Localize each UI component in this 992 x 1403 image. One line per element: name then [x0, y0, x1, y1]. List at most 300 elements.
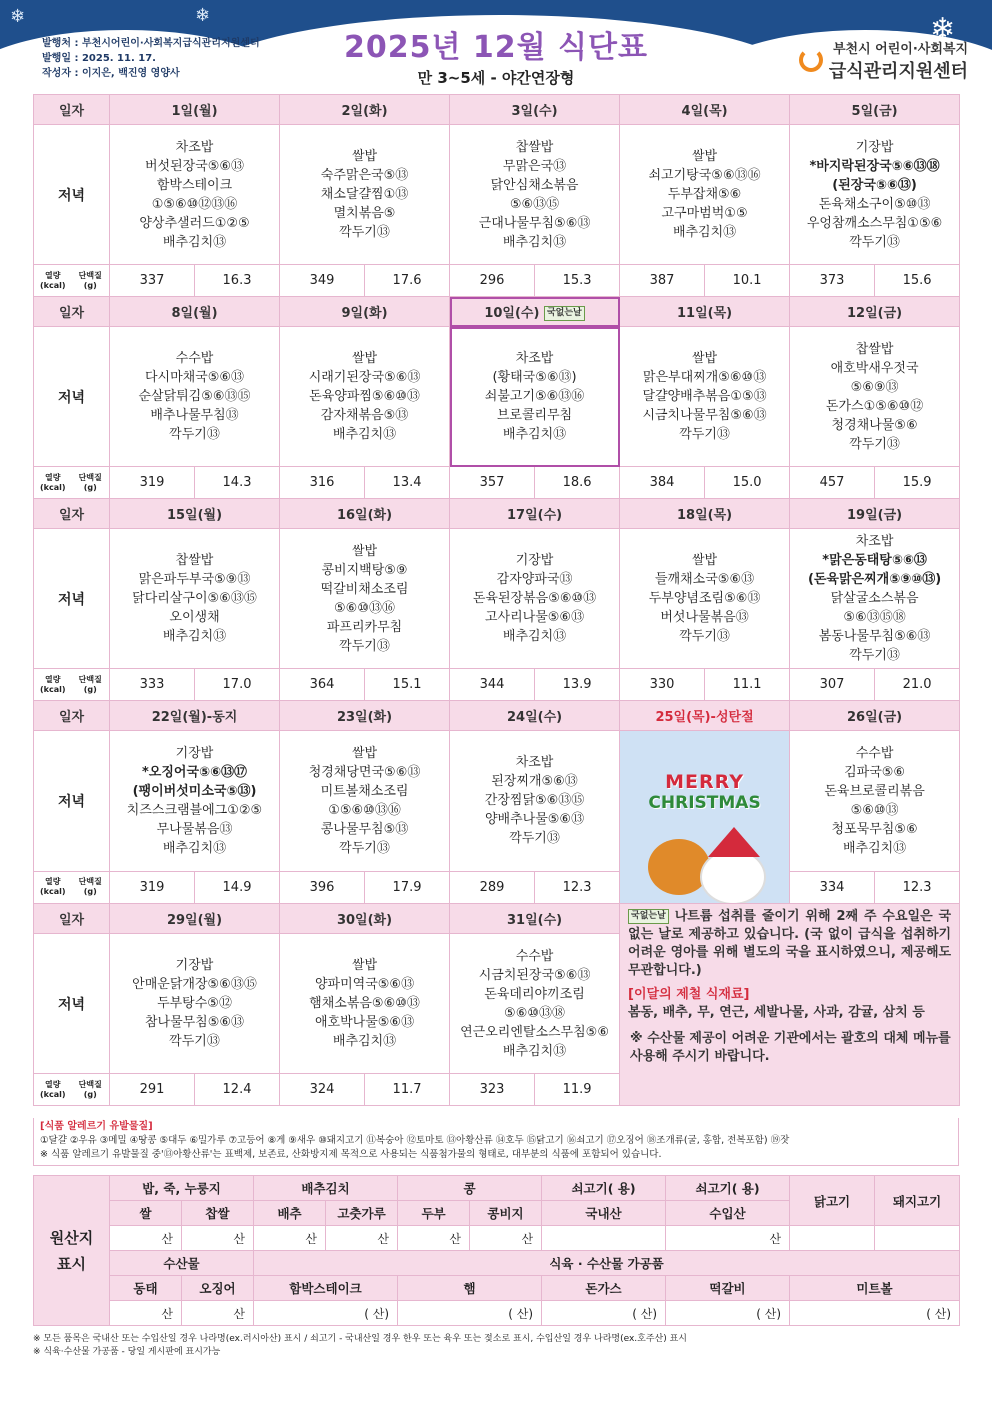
origin-value: 산 [254, 1226, 326, 1251]
snowflake-icon: ❄ [930, 12, 956, 47]
week-header-row [34, 297, 960, 327]
logo-mark-icon [799, 48, 823, 72]
menu-item: 무나물볶음⑬ [156, 821, 233, 837]
menu-item: 찹쌀밥 [515, 139, 554, 155]
notice-text: 나트륨 섭취를 줄이기 위해 2째 주 수요일은 국 없는 날로 제공하고 있습니다. (국 없이 급식을 섭취하기 어려운 영아를 위해 별도의 국을 표시하였으니, 제공해도 무관합니다.) [628, 909, 952, 978]
menu-item: 함박스테이크 [156, 177, 233, 193]
menu-item: 시금치된장국⑤⑥⑬ [478, 967, 591, 983]
kcal-label: 열량 (kcal) [39, 270, 66, 290]
protein-value: 15.3 [535, 265, 620, 297]
protein-value: 15.6 [875, 265, 960, 297]
menu-item: 숙주맑은국⑤⑬ [320, 168, 409, 183]
nutrition-row [34, 669, 960, 701]
day-date [620, 297, 790, 327]
menu-item: 고사리나물⑤⑥⑬ [484, 610, 585, 625]
menu-item: 시금치나물무침⑤⑥⑬ [642, 408, 767, 423]
day-date [280, 95, 450, 125]
menu-item: 두부양념조림⑤⑥⑬ [648, 591, 761, 606]
origin-value [542, 1226, 666, 1251]
week-header-row [34, 701, 960, 731]
menu-item: 차조밥 [515, 351, 554, 366]
no-soup-badge: 국없는날 [544, 306, 585, 321]
origin-item: 두부 [398, 1201, 470, 1226]
menu-item: 무맑은국⑬ [502, 158, 567, 174]
day-date-text: 2일(화) [341, 104, 388, 119]
menu-row [34, 731, 960, 872]
menu-item: 멸치볶음⑤ [333, 206, 396, 221]
menu-item: (된장국⑤⑥⑬) [832, 177, 917, 193]
menu-item: 기장밥 [175, 745, 214, 761]
day-menu [450, 125, 620, 265]
origin-group: 콩 [398, 1176, 542, 1201]
protein-value: 13.4 [365, 467, 450, 499]
origin-group: 돼지고기 [875, 1176, 960, 1226]
menu-item: 배추김치⑬ [502, 427, 567, 442]
origin-group: 수산물 [110, 1251, 254, 1276]
day-date [790, 297, 960, 327]
merry-text: MERRY [665, 771, 744, 793]
menu-item: 배추김치⑬ [502, 234, 567, 250]
day-date [450, 904, 620, 934]
day-date [450, 499, 620, 529]
protein-value: 17.6 [365, 265, 450, 297]
day-date-text: 17일(수) [506, 508, 563, 523]
menu-item: 고구마범벅①⑤ [661, 206, 748, 221]
day-date [280, 499, 450, 529]
day-date-text: 31일(수) [506, 913, 563, 928]
day-date-text: 1일(월) [171, 104, 218, 119]
allergy-list: ①달걀 ②우유 ③메밀 ④땅콩 ⑤대두 ⑥밀가루 ⑦고등어 ⑧게 ⑨새우 ⑩돼지고기 ⑪복숭아 ⑫토마토 ⑬아황산류 ⑭호두 ⑮닭고기 ⑯쇠고기 ⑰오징어 ⑱조개류(굴, 홍합, 전복포함) ⑲잣 [40, 1135, 790, 1146]
menu-item: 기장밥 [175, 958, 214, 973]
footer-line: ※ 모든 품목은 국내산 또는 수입산일 경우 나라명(ex.러시아산) 표시 / 쇠고기 - 국내산일 경우 한우 또는 육우 또는 젖소로 표시, 수입산일 경우 나라명(ex.호주산) 표시 [33, 1334, 687, 1344]
menu-row [34, 327, 960, 467]
meal-label: 저녁 [34, 934, 110, 1074]
day-menu [790, 327, 960, 467]
menu-item: 쌀밥 [351, 543, 378, 559]
menu-item: 맑은부대찌개⑤⑥⑩⑬ [642, 370, 767, 385]
menu-item: 버섯된장국⑤⑥⑬ [144, 158, 245, 174]
menu-item: 깍두기⑬ [679, 629, 730, 644]
day-menu [450, 327, 620, 467]
menu-item: 차조밥 [175, 139, 214, 155]
seasonal-title: [이달의 제철 식재료] [628, 987, 750, 1002]
menu-item: 배추김치⑬ [162, 840, 227, 856]
menu-item: 들깨채소국⑤⑥⑬ [655, 572, 755, 587]
week-header-row [34, 499, 960, 529]
origin-item: 수입산 [666, 1201, 790, 1226]
kcal-label: 열량 (kcal) [39, 472, 66, 492]
kcal-value: 333 [110, 669, 195, 701]
day-date-text: 23일(화) [336, 710, 393, 725]
origin-group: 닭고기 [790, 1176, 875, 1226]
menu-item: 양상추샐러드①②⑤ [139, 215, 250, 231]
menu-item: 쌀밥 [351, 958, 378, 973]
menu-item: 된장찌개⑤⑥⑬ [491, 774, 578, 790]
origin-item: 동태 [110, 1276, 182, 1301]
publish-date: 발행일 : 2025. 11. 17. [42, 53, 156, 64]
date-label: 일자 [34, 904, 110, 934]
day-date [110, 499, 280, 529]
day-menu [620, 125, 790, 265]
kcal-value: 324 [280, 1074, 365, 1106]
kcal-label: 열량 (kcal) [39, 1079, 66, 1099]
day-date-text: 19일(금) [847, 508, 903, 523]
kcal-value: 296 [450, 265, 535, 297]
day-menu [110, 125, 280, 265]
day-menu [280, 934, 450, 1074]
nutrition-label [34, 1074, 110, 1106]
protein-value: 11.1 [705, 669, 790, 701]
menu-item: 돈육양파찜⑤⑥⑩⑬ [309, 389, 420, 404]
origin-item: 떡갈비 [666, 1276, 790, 1301]
menu-item: 콩나물무침⑤⑬ [320, 821, 409, 837]
day-date [110, 904, 280, 934]
protein-label: 단백질 (g) [78, 270, 102, 290]
day-date-text: 22일(월)-동지 [151, 710, 238, 725]
day-date-text: 25일(목)-성탄절 [655, 710, 754, 725]
origin-value: 산 [182, 1226, 254, 1251]
menu-item: 콩비지백탕⑤⑨ [321, 562, 408, 578]
menu-item: 안매운닭개장⑤⑥⑬⑮ [132, 977, 257, 992]
menu-item: 두부탕수⑤⑫ [157, 996, 232, 1011]
origin-value [790, 1226, 875, 1251]
kcal-value: 384 [620, 467, 705, 499]
footer-line: ※ 식육·수산물 가공품 - 당일 게시판에 표시가능 [33, 1347, 221, 1357]
menu-item: 차조밥 [515, 755, 554, 771]
snowflake-icon: ❄ [10, 6, 26, 27]
menu-item: 돈육데리야끼조림 [484, 986, 585, 1002]
menu-item: ⑤⑥⑨⑬ [850, 379, 899, 395]
footer-notes [33, 1333, 687, 1359]
menu-item: 애호박나물⑤⑥⑬ [314, 1015, 415, 1030]
protein-value: 13.9 [535, 669, 620, 701]
protein-label: 단백질 (g) [78, 1079, 102, 1099]
day-menu [280, 327, 450, 467]
menu-item: 쇠불고기⑤⑥⑬⑯ [484, 389, 585, 404]
meal-label: 저녁 [34, 125, 110, 265]
menu-item: 파프리카무침 [326, 619, 403, 635]
kcal-value: 364 [280, 669, 365, 701]
menu-item: 깍두기⑬ [339, 225, 390, 240]
menu-item: 다시마채국⑤⑥⑬ [144, 370, 245, 385]
day-menu [110, 934, 280, 1074]
origin-value: ( 산) [666, 1301, 790, 1326]
nutrition-label [34, 871, 110, 903]
day-menu [110, 731, 280, 872]
origin-item: 햄 [398, 1276, 542, 1301]
protein-value: 12.3 [875, 871, 960, 903]
protein-value: 18.6 [535, 467, 620, 499]
menu-item: (팽이버섯미소국⑤⑬) [132, 783, 257, 799]
menu-item: 쇠고기탕국⑤⑥⑬⑯ [648, 168, 761, 183]
menu-item: 배추김치⑬ [502, 1043, 567, 1059]
day-date-text: 9일(화) [341, 306, 388, 321]
day-date-text: 30일(화) [336, 913, 393, 928]
kcal-value: 334 [790, 871, 875, 903]
menu-item: 닭다리살구이⑤⑥⑬⑮ [132, 591, 257, 606]
menu-item: *바지락된장국⑤⑥⑬⑱ [809, 158, 940, 174]
day-date [280, 904, 450, 934]
day-date-text: 12일(금) [847, 306, 903, 321]
day-date [620, 701, 790, 731]
protein-value: 15.0 [705, 467, 790, 499]
menu-item: 닭살굴소스볶음 [830, 591, 919, 606]
origin-item: 쌀 [110, 1201, 182, 1226]
origin-label: 원산지 표시 [34, 1176, 110, 1326]
day-date [280, 297, 450, 327]
publisher: 발행처 : 부천시어린이·사회복지급식관리지원센터 [42, 38, 260, 49]
menu-item: 돈가스①⑤⑥⑩⑫ [825, 398, 924, 414]
menu-item: ①⑤⑥⑩⑬⑯ [328, 802, 401, 818]
menu-item: 애호박새우젓국 [830, 360, 919, 376]
menu-item: ⑤⑥⑬⑮ [509, 196, 560, 212]
menu-item: 쌀밥 [351, 745, 378, 761]
origin-group: 배추김치 [254, 1176, 398, 1201]
protein-label: 단백질 (g) [78, 674, 102, 694]
origin-value: 산 [110, 1301, 182, 1326]
meal-label: 저녁 [34, 327, 110, 467]
menu-item: 채소달걀찜①⑬ [320, 187, 409, 202]
origin-group: 식육 · 수산물 가공품 [254, 1251, 960, 1276]
origin-value: 산 [398, 1226, 470, 1251]
kcal-value: 349 [280, 265, 365, 297]
day-menu [450, 934, 620, 1074]
protein-value: 14.3 [195, 467, 280, 499]
kcal-value: 387 [620, 265, 705, 297]
kcal-value: 289 [450, 871, 535, 903]
meal-label: 저녁 [34, 529, 110, 669]
menu-item: 양파미역국⑤⑥⑬ [314, 977, 415, 992]
day-menu [790, 125, 960, 265]
origin-item: 콩비지 [470, 1201, 542, 1226]
menu-item: 우엉참깨소스무침①⑤⑥ [806, 215, 943, 231]
menu-item: 청포묵무침⑤⑥ [831, 821, 918, 837]
day-menu [280, 731, 450, 872]
day-menu [790, 731, 960, 872]
center-logo [829, 38, 968, 83]
menu-item: 햄채소볶음⑤⑥⑩⑬ [309, 996, 420, 1011]
seasonal-list: 봄동, 배추, 무, 연근, 세발나물, 사과, 감귤, 삼치 등 [628, 1005, 925, 1020]
christmas-text: CHRISTMAS [648, 793, 761, 813]
menu-item: 연근오리엔탈소스무침⑤⑥ [460, 1024, 609, 1040]
day-menu [110, 529, 280, 669]
origin-value: 산 [326, 1226, 398, 1251]
menu-item: 깍두기⑬ [849, 436, 900, 452]
meal-label: 저녁 [34, 731, 110, 872]
menu-item: 쌀밥 [351, 149, 378, 164]
day-date-text: 5일(금) [851, 104, 898, 119]
kcal-label: 열량 (kcal) [39, 877, 66, 897]
menu-item: ⑤⑥⑩⑬⑯ [334, 600, 395, 616]
protein-label: 단백질 (g) [78, 877, 102, 897]
christmas-image [620, 731, 790, 904]
day-date [790, 95, 960, 125]
protein-value: 11.9 [535, 1074, 620, 1106]
protein-value: 15.1 [365, 669, 450, 701]
menu-item: 봄동나물무침⑤⑥⑬ [818, 629, 931, 644]
protein-value: 21.0 [875, 669, 960, 701]
menu-item: 두부잡채⑤⑥ [667, 187, 742, 202]
nutrition-label [34, 669, 110, 701]
date-label: 일자 [34, 297, 110, 327]
kcal-value: 373 [790, 265, 875, 297]
menu-item: 참나물무침⑤⑥⑬ [144, 1015, 245, 1030]
origin-item: 함박스테이크 [254, 1276, 398, 1301]
santa-icon [700, 849, 766, 904]
origin-value [875, 1226, 960, 1251]
origin-group: 쇠고기( 용) [542, 1176, 666, 1201]
menu-item: 수수밥 [515, 948, 554, 964]
origin-value: ( 산) [542, 1301, 666, 1326]
kcal-value: 316 [280, 467, 365, 499]
menu-item: (돈육맑은찌개⑤⑨⑩⑬) [807, 572, 942, 587]
origin-value: ( 산) [254, 1301, 398, 1326]
origin-value: 산 [182, 1301, 254, 1326]
day-date [280, 701, 450, 731]
menu-row [34, 125, 960, 265]
menu-item: 깍두기⑬ [679, 427, 730, 442]
menu-item: 기장밥 [515, 553, 554, 568]
kcal-value: 307 [790, 669, 875, 701]
menu-item: 떡갈비채소조림 [320, 581, 409, 597]
menu-item: 오이생채 [169, 610, 220, 625]
day-date-text: 10일(수) [484, 306, 540, 321]
menu-item: 브로콜리무침 [496, 408, 573, 423]
reindeer-icon [648, 839, 710, 895]
day-date-text: 15일(월) [166, 508, 223, 523]
origin-item: 고춧가루 [326, 1201, 398, 1226]
day-menu [450, 529, 620, 669]
day-menu [280, 125, 450, 265]
protein-label: 단백질 (g) [78, 472, 102, 492]
day-menu [620, 529, 790, 669]
menu-item: 차조밥 [855, 534, 894, 549]
day-date [110, 297, 280, 327]
menu-item: 깍두기⑬ [339, 840, 390, 856]
week-header-row [34, 904, 960, 934]
day-date [110, 701, 280, 731]
menu-item: 달걀양배추볶음①⑤⑬ [642, 389, 767, 404]
day-menu [110, 327, 280, 467]
menu-item: 배추나물무침⑬ [150, 408, 239, 423]
menu-item: 돈육된장볶음⑤⑥⑩⑬ [472, 591, 597, 606]
menu-item: 찹쌀밥 [855, 341, 894, 357]
day-menu [790, 529, 960, 669]
menu-item: 맑은파두부국⑤⑨⑬ [138, 572, 251, 587]
kcal-value: 357 [450, 467, 535, 499]
day-date [620, 499, 790, 529]
menu-item: 배추김치⑬ [502, 629, 567, 644]
protein-value: 11.7 [365, 1074, 450, 1106]
menu-item: 깍두기⑬ [339, 638, 390, 654]
kcal-value: 344 [450, 669, 535, 701]
menu-item: 근대나물무침⑤⑥⑬ [478, 215, 591, 231]
menu-item: 청경채나물⑤⑥ [831, 417, 918, 433]
day-date-text: 29일(월) [166, 913, 223, 928]
menu-item: 기장밥 [855, 139, 894, 155]
date-label: 일자 [34, 499, 110, 529]
menu-item: 배추김치⑬ [672, 225, 737, 240]
nutrition-label [34, 467, 110, 499]
nutrition-row [34, 467, 960, 499]
kcal-value: 457 [790, 467, 875, 499]
day-date-text: 4일(목) [681, 104, 728, 119]
menu-item: 배추김치⑬ [332, 427, 397, 442]
menu-item: 돈육채소구이⑤⑩⑬ [818, 196, 931, 212]
day-date [110, 95, 280, 125]
day-date-text: 18일(목) [677, 508, 733, 523]
logo-line-1: 부천시 어린이·사회복지 [832, 42, 968, 57]
origin-item: 국내산 [542, 1201, 666, 1226]
protein-value: 17.0 [195, 669, 280, 701]
day-date [790, 701, 960, 731]
menu-item: 수수밥 [855, 745, 894, 761]
day-date [450, 701, 620, 731]
day-date-text: 16일(화) [336, 508, 393, 523]
kcal-value: 291 [110, 1074, 195, 1106]
santa-hat-icon [708, 827, 760, 857]
menu-item: 간장찜닭⑤⑥⑬⑮ [484, 793, 585, 809]
origin-item: 배추 [254, 1201, 326, 1226]
protein-value: 14.9 [195, 871, 280, 903]
menu-item: 닭안심채소볶음 [490, 177, 579, 193]
day-date-text: 26일(금) [847, 710, 903, 725]
origin-item: 돈가스 [542, 1276, 666, 1301]
menu-item: 돈육브로콜리볶음 [824, 783, 925, 799]
menu-item: 배추김치⑬ [162, 234, 227, 250]
menu-item: 쌀밥 [691, 149, 718, 164]
menu-item: 치즈스크램블에그①②⑤ [126, 802, 263, 818]
menu-item: 깍두기⑬ [849, 234, 900, 250]
nutrition-row [34, 871, 960, 903]
allergy-info [33, 1118, 959, 1166]
nutrition-label [34, 265, 110, 297]
menu-item: 깍두기⑬ [509, 831, 560, 847]
allergy-note: ※ 식품 알레르기 유발물질 중'⑬아황산류'는 표백제, 보존료, 산화방지제 목적으로 사용되는 식품첨가물의 형태로, 대부분의 식품에 포함되어 있습니다. [40, 1149, 662, 1160]
day-date-text: 8일(월) [171, 306, 218, 321]
menu-item: 깍두기⑬ [169, 427, 220, 442]
origin-value: 산 [666, 1226, 790, 1251]
origin-group: 쇠고기( 용) [666, 1176, 790, 1201]
logo-line-2: 급식관리지원센터 [828, 61, 968, 82]
menu-item: 청경채당면국⑤⑥⑬ [308, 764, 421, 780]
origin-value: 산 [110, 1226, 182, 1251]
menu-item: 배추김치⑬ [162, 629, 227, 644]
day-date-text: 11일(목) [677, 306, 733, 321]
day-date [450, 297, 620, 327]
menu-item: 쌀밥 [351, 351, 378, 366]
kcal-value: 319 [110, 467, 195, 499]
menu-item: 깍두기⑬ [169, 1034, 220, 1049]
kcal-value: 330 [620, 669, 705, 701]
menu-item: 감자채볶음⑤⑬ [320, 408, 409, 423]
page-subtitle: 만 3~5세 - 야간연장형 [417, 69, 575, 87]
kcal-value: 337 [110, 265, 195, 297]
menu-item: 김파국⑤⑥ [844, 764, 906, 780]
kcal-label: 열량 (kcal) [39, 674, 66, 694]
day-date [450, 95, 620, 125]
protein-value: 12.3 [535, 871, 620, 903]
menu-item: 시래기된장국⑤⑥⑬ [308, 370, 421, 385]
menu-item: 배추김치⑬ [332, 1034, 397, 1049]
alt-menu-note: ※ 수산물 제공이 어려운 기관에서는 괄호의 대체 메뉴를 사용해 주시기 바랍니다. [630, 1031, 951, 1064]
notice-box [620, 904, 960, 1106]
menu-item: 쌀밥 [691, 553, 718, 568]
day-date [620, 95, 790, 125]
menu-row [34, 529, 960, 669]
menu-item: *맑은동태탕⑤⑥⑬ [822, 553, 927, 568]
menu-item: 양배추나물⑤⑥⑬ [484, 812, 585, 828]
